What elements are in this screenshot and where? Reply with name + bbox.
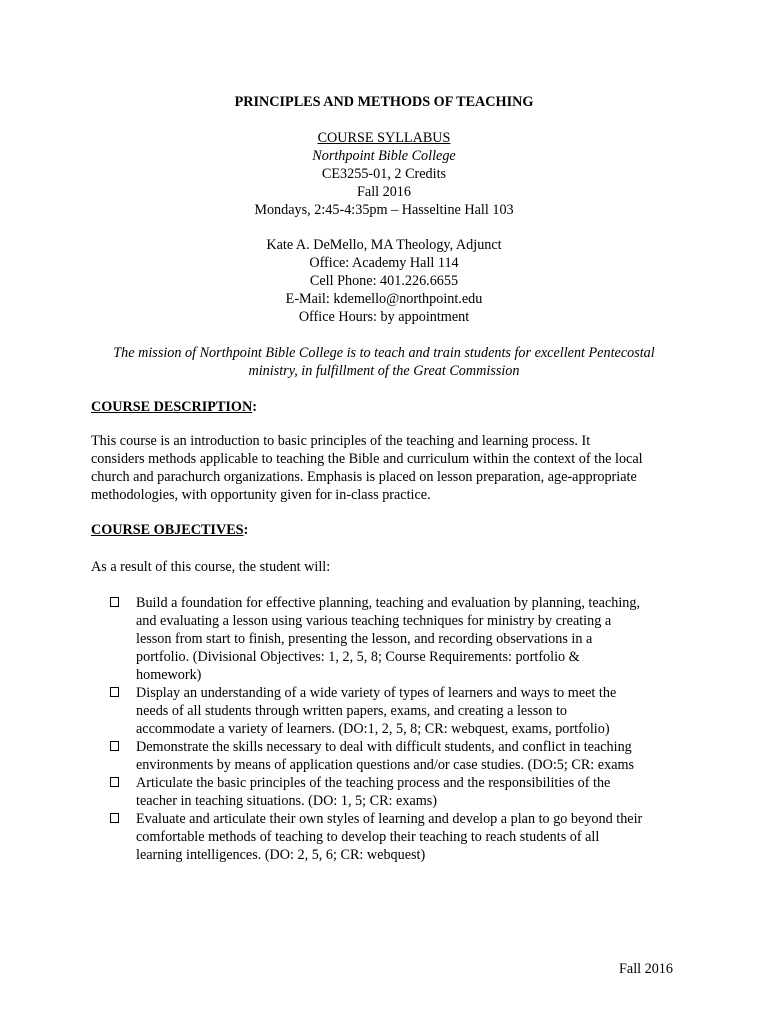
objective-line: environments by means of application questions and/or case studies. (DO:5; CR: exams bbox=[136, 757, 635, 773]
heading-colon: : bbox=[243, 522, 249, 538]
objective-line: needs of all students through written papers, exams, and creating a lesson to bbox=[136, 703, 568, 719]
instructor-block bbox=[0, 236, 768, 326]
page-footer: Fall 2016 bbox=[619, 961, 673, 977]
objective-line: homework) bbox=[136, 667, 202, 683]
list-item bbox=[110, 810, 690, 864]
objective-line: comfortable methods of teaching to develop their teaching to reach students of all bbox=[136, 829, 600, 845]
objective-line: teacher in teaching situations. (DO: 1, 5; CR: exams) bbox=[136, 793, 438, 809]
checkbox-bullet-icon bbox=[110, 813, 119, 823]
checkbox-bullet-icon bbox=[110, 687, 119, 697]
objectives-list bbox=[110, 594, 690, 864]
mission-line: The mission of Northpoint Bible College is to teach and train students for excellent Pentecostal bbox=[113, 345, 655, 361]
objective-line: Build a foundation for effective planning, teaching and evaluation by planning, teaching, bbox=[136, 595, 641, 611]
checkbox-bullet-icon bbox=[110, 777, 119, 787]
list-item bbox=[110, 738, 690, 774]
college-name: Northpoint Bible College bbox=[312, 148, 456, 164]
instructor-hours: Office Hours: by appointment bbox=[298, 309, 470, 325]
objective-line: portfolio. (Divisional Objectives: 1, 2, 5, 8; Course Requirements: portfolio & bbox=[136, 649, 580, 665]
description-line: This course is an introduction to basic principles of the teaching and learning process. It bbox=[91, 433, 591, 449]
course-description-heading-text: COURSE DESCRIPTION bbox=[91, 399, 253, 415]
objective-line: Evaluate and articulate their own styles of learning and develop a plan to go beyond their bbox=[136, 811, 643, 827]
objective-line: and evaluating a lesson using various teaching techniques for ministry by creating a bbox=[136, 613, 612, 629]
objective-line: learning intelligences. (DO: 2, 5, 6; CR: webquest) bbox=[136, 847, 426, 863]
heading-colon: : bbox=[252, 399, 257, 415]
description-line: church and parachurch organizations. Emphasis is placed on lesson preparation, age-appropriate bbox=[91, 469, 637, 485]
list-item bbox=[110, 774, 690, 810]
course-term: Fall 2016 bbox=[357, 184, 411, 200]
mission-statement bbox=[80, 344, 688, 380]
course-description-text bbox=[91, 432, 691, 504]
list-item bbox=[110, 594, 690, 684]
instructor-phone: Cell Phone: 401.226.6655 bbox=[309, 273, 459, 289]
checkbox-bullet-icon bbox=[110, 741, 119, 751]
instructor-name: Kate A. DeMello, MA Theology, Adjunct bbox=[266, 237, 502, 253]
objectives-intro: As a result of this course, the student will: bbox=[91, 559, 331, 575]
course-objectives-heading-text: COURSE OBJECTIVES bbox=[91, 522, 244, 538]
description-line: considers methods applicable to teaching the Bible and curriculum within the context of the local bbox=[91, 451, 643, 467]
checkbox-bullet-icon bbox=[110, 597, 119, 607]
course-schedule: Mondays, 2:45-4:35pm – Hasseltine Hall 103 bbox=[254, 202, 514, 218]
objective-line: Articulate the basic principles of the teaching process and the responsibilities of the bbox=[136, 775, 611, 791]
list-item bbox=[110, 684, 690, 738]
instructor-email: E-Mail: kdemello@northpoint.edu bbox=[285, 291, 483, 307]
instructor-office: Office: Academy Hall 114 bbox=[309, 255, 459, 271]
course-info-block bbox=[0, 129, 768, 219]
course-code: CE3255-01, 2 Credits bbox=[321, 166, 447, 182]
syllabus-label: COURSE SYLLABUS bbox=[317, 130, 451, 146]
course-objectives-heading bbox=[91, 521, 248, 539]
description-line: methodologies, with opportunity given for in-class practice. bbox=[91, 487, 431, 503]
document-title: PRINCIPLES AND METHODS OF TEACHING bbox=[234, 94, 534, 110]
objective-line: Demonstrate the skills necessary to deal with difficult students, and conflict in teaching bbox=[136, 739, 632, 755]
course-description-heading bbox=[91, 398, 257, 416]
objective-line: accommodate a variety of learners. (DO:1, 2, 5, 8; CR: webquest, exams, portfolio) bbox=[136, 721, 610, 737]
mission-line: ministry, in fulfillment of the Great Commission bbox=[248, 363, 520, 379]
objective-line: Display an understanding of a wide variety of types of learners and ways to meet the bbox=[136, 685, 617, 701]
objective-line: lesson from start to finish, presenting the lesson, and recording observations in a bbox=[136, 631, 593, 647]
